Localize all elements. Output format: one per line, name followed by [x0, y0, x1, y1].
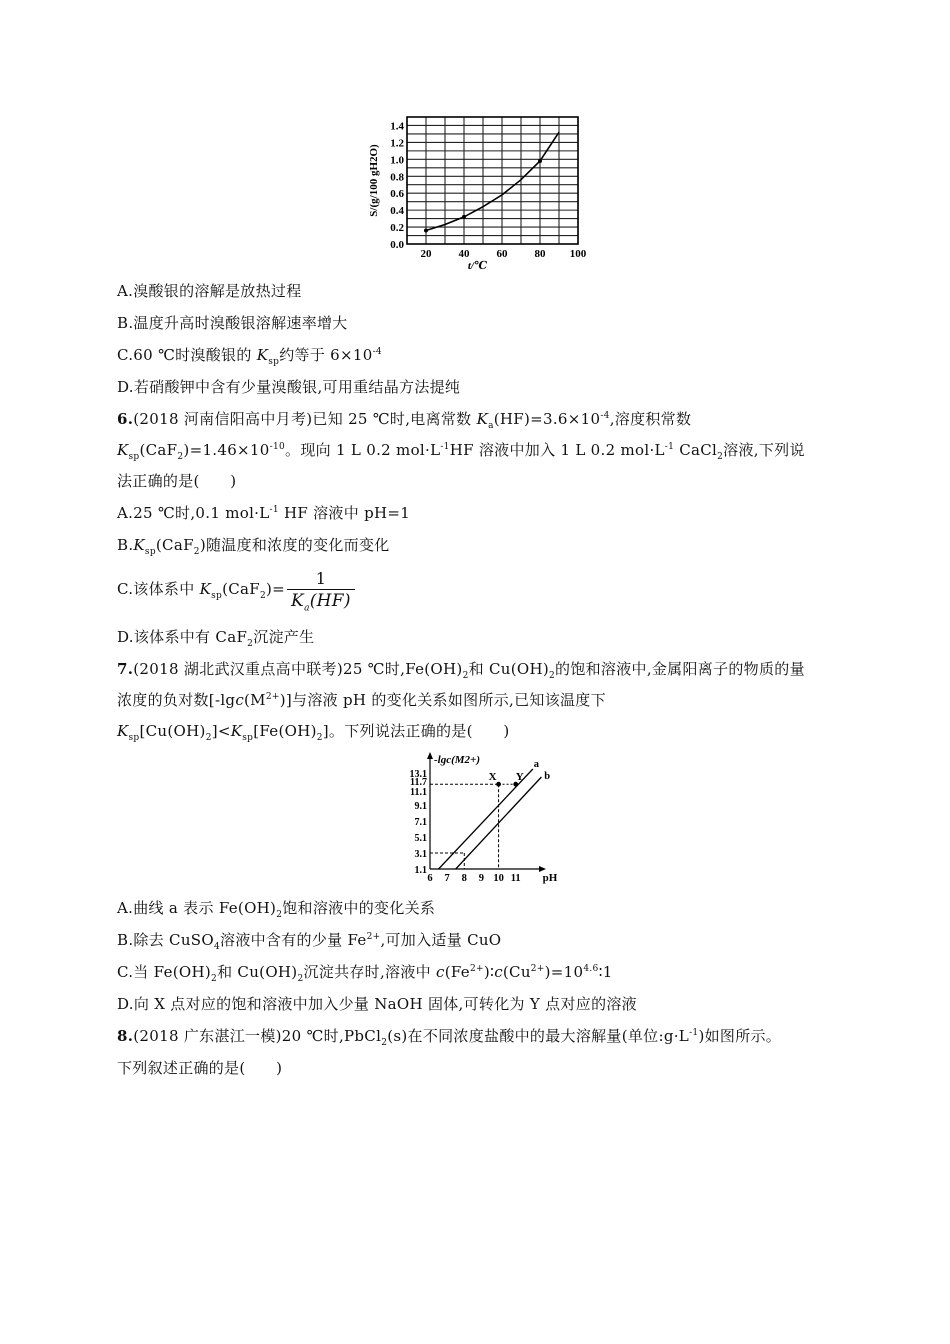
data-point: [424, 228, 428, 232]
y-tick-label: 13.1: [409, 769, 427, 780]
y-tick-label: 1.0: [390, 154, 404, 167]
plot-frame: [407, 117, 578, 244]
y-tick-label: 11.1: [410, 787, 427, 798]
point-X: [496, 782, 501, 787]
y-tick-label: 0.0: [390, 239, 404, 251]
x-tick-label: 60: [496, 248, 508, 260]
y-tick-label: 3.1: [414, 849, 427, 860]
q6-stem-line1: 6.(2018 河南信阳高中月考)已知 25 ℃时,电离常数 $K_a(HF)=3.6\times 10^{-4}$,溶度积常数: [117, 410, 692, 431]
x-tick-label: 11: [510, 873, 521, 884]
q7-option-c: C.当 $Fe(OH)_2$和 $Cu(OH)_2$沉淀共存时,溶液中 $c(Fe^{2+})∶c(Cu^{2+})=10^{4.6}∶1$: [117, 963, 613, 984]
x-tick-label: 7: [444, 873, 450, 884]
y-axis-arrow: [427, 752, 433, 759]
q7-stem-line1: 7.(2018 湖北武汉重点高中联考)25 ℃时$,Fe(OH)_2$和 $Cu(OH)_2$的饱和溶液中,金属阳离子的物质的量: [117, 660, 805, 681]
q6-option-c: C.该体系中 $K_{sp}(CaF_2)=$ $\frac{1}{K_a(HF)}$: [117, 566, 355, 612]
y-tick-label: 1.2: [390, 137, 404, 150]
x-axis-label: pH: [542, 872, 558, 884]
y-axis-label: -lgc(M2+): [434, 754, 480, 766]
solubility-curve: [426, 132, 559, 230]
q7-option-b: B.除去 CuSO$_4$溶液中含有的少量 $Fe^{2+}$,可加入适量 CuO: [117, 931, 502, 952]
point-label-Y: Y: [515, 771, 524, 784]
y-tick-label: 9.1: [414, 801, 427, 812]
data-point: [538, 159, 542, 163]
q5-option-b: B.温度升高时溴酸银溶解速率增大: [117, 314, 348, 332]
y-tick-label: 0.2: [390, 222, 404, 235]
x-axis-label: t/℃: [467, 260, 488, 272]
y-tick-label: 1.4: [390, 120, 404, 133]
x-tick-label: 100: [569, 248, 587, 260]
lgc-ph-chart: [378, 752, 558, 892]
q6-option-b: $B.K_{sp}(CaF_2)$随温度和浓度的变化而变化: [117, 536, 390, 557]
q7-stem-line3: $K_{sp}[Cu(OH)_2]<K_{sp}[Fe(OH)_2]$。下列说法正确的是( ): [117, 722, 510, 743]
q5-option-c: C.60 ℃时溴酸银的 $K_{sp}$约等于 $6\times 10^{-4}$: [117, 346, 382, 367]
q7-stem-line2: 浓度的负对数$[-\lg c(M^{2+})]$与溶液 pH 的变化关系如图所示,已知该温度下: [117, 691, 606, 709]
q6-stem-line2: $K_{sp}(CaF_2)=1.46\times 10^{-10}$。现向 1 L 0.2 $mol\cdot L^{-1}HF$ 溶液中加入 1 L 0.2 $mol\cdot L^{-1}$ CaCl$_2$溶液,下列说: [117, 441, 805, 462]
x-tick-label: 20: [420, 248, 432, 260]
y-axis-label: S/(g/100 gH2O): [368, 144, 380, 217]
series-label-a: a: [533, 759, 539, 770]
q7-option-d: D.向 X 点对应的饱和溶液中加入少量 NaOH 固体,可转化为 Y 点对应的溶液: [117, 995, 637, 1013]
q6-option-d: D.该体系中有 CaF$_2$沉淀产生: [117, 628, 315, 649]
x-tick-label: 80: [534, 248, 546, 260]
q5-option-d: D.若硝酸钾中含有少量溴酸银,可用重结晶方法提纯: [117, 378, 461, 396]
y-tick-label: 1.1: [414, 865, 427, 876]
q5-option-a: A.溴酸银的溶解是放热过程: [117, 282, 302, 300]
series-label-b: b: [544, 771, 551, 782]
q6-option-a: A.25 ℃时,0.1 $mol\cdot L^{-1}$ HF 溶液中 pH=1: [117, 504, 411, 522]
solubility-chart: [360, 110, 590, 275]
x-tick-label: 9: [478, 873, 485, 884]
y-tick-label: 5.1: [414, 833, 427, 844]
x-tick-label: 6: [427, 873, 433, 884]
q8-stem-line2: 下列叙述正确的是( ): [117, 1059, 283, 1077]
data-point: [462, 215, 466, 219]
q7-option-a: A.曲线 a 表示 $Fe(OH)_2$饱和溶液中的变化关系: [117, 899, 436, 920]
y-tick-label: 0.8: [390, 171, 404, 184]
x-tick-label: 40: [458, 248, 470, 260]
y-tick-label: 0.6: [390, 188, 404, 201]
x-tick-label: 8: [461, 873, 467, 884]
y-tick-label: 7.1: [414, 817, 427, 828]
fraction: $\frac{1}{K_a(HF)}$: [287, 569, 355, 612]
q6-stem-line3: 法正确的是( ): [117, 472, 237, 490]
x-tick-label: 10: [493, 873, 504, 884]
y-tick-label: 11.7: [410, 777, 427, 789]
q8-stem-line1: 8.(2018 广东湛江一模)20 ℃时,PbCl$_2$(s)在不同浓度盐酸中的最大溶解量(单位$:g\cdot L^{-1}$)如图所示。: [117, 1027, 782, 1048]
point-label-X: X: [488, 771, 497, 784]
y-tick-label: 0.4: [390, 205, 404, 218]
